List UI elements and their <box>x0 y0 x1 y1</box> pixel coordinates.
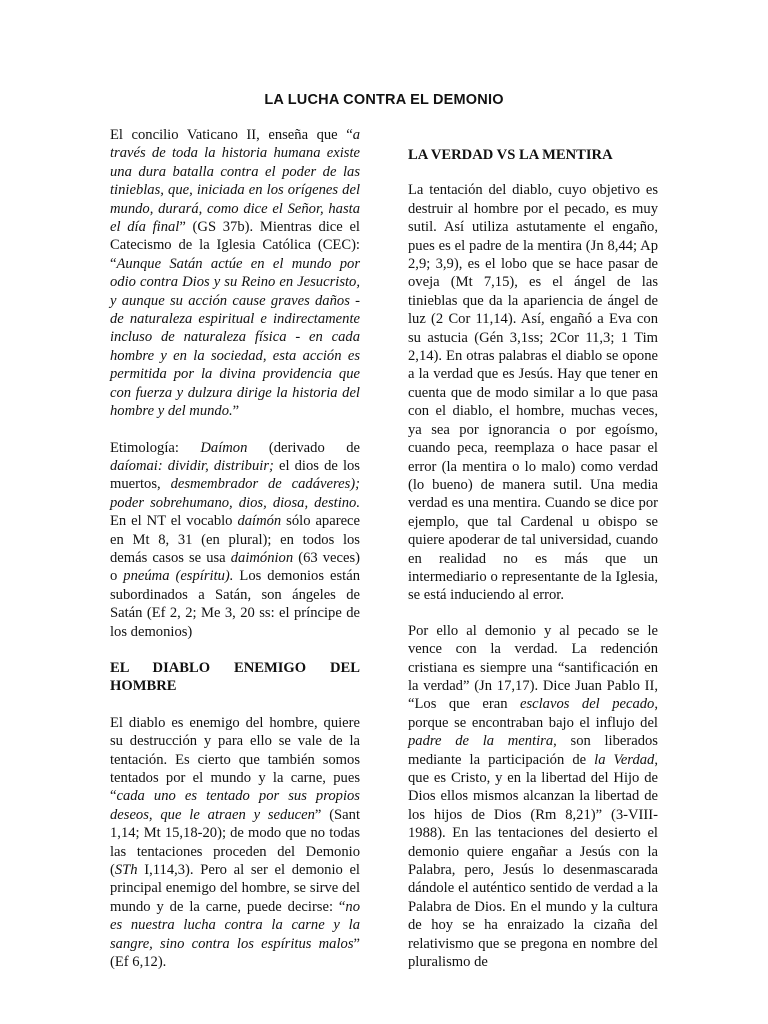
text-span: El concilio Vaticano II, enseña que “ <box>110 127 353 143</box>
right-column <box>408 146 658 988</box>
heading-diablo-enemigo: EL DIABLO ENEMIGO DEL HOMBRE <box>110 659 360 695</box>
paragraph-tentacion: La tentación del diablo, cuyo objetivo es destruir al hombre por el pecado, es muy sutil. Así utiliza astutamente el engaño, pues es el padre de la mentira (Jn 8,44; Ap 2,9; 3,9), es el lobo que se hace pasar de oveja (Mt 7,15), es el ángel de las tinieblas que da la apariencia de ángel de luz (2 Cor 11,14). Así, engañó a Eva con su astucia (Gén 3,1ss; 2Cor 11,3; 1 Tim 2,14). En otras palabras el diablo se opone a la verdad que es Jesús. Hay que tener en cuenta que de modo similar a lo que pasa con el diablo, el hombre, muchas veces, ya sea por ignorancia o por egoísmo, cuando peca, reemplaza o hace pasar el error (la mentira o lo malo) como verdad (lo bueno) de manera sutil. Una media verdad es una mentira. Cuando se dice por ejemplo, que tal Cardenal u obispo se quiere apoderar de tal universidad, cuando en realidad no es más que un intermediario o representante de la Iglesia, se está induciendo al error. <box>408 182 658 604</box>
text-span: Los demonios están subordinados a Satán, son ángeles de Satán (Ef 2, 2; Me 3, 20 ss: el príncipe de los demonios) <box>110 568 360 640</box>
document-title: LA LUCHA CONTRA EL DEMONIO <box>264 92 504 108</box>
term-esclavos: esclavos del pecado <box>519 696 655 713</box>
paragraph-etimologia <box>110 439 360 641</box>
text-span: ” (GS 37b). Mientras dice el Catecismo de la Iglesia Católica (CEC): “ <box>110 219 360 272</box>
term-la-verdad: la Verdad <box>594 751 655 768</box>
text-span: sólo aparece en Mt 8, 31 (en plural); en todos los demás casos se usa <box>110 513 360 566</box>
term-padre-mentira: padre de la mentira <box>408 733 554 750</box>
term-sth: STh <box>114 862 138 879</box>
paragraph-diablo-enemigo <box>110 714 360 972</box>
quote-santiago: cada uno es tentado por sus propios deseos, que le atraen y seducen <box>110 788 360 823</box>
term-daimon: Daímon <box>200 439 248 456</box>
left-column <box>110 126 360 989</box>
text-span: Etimología: <box>110 439 201 456</box>
text-span: , son liberados mediante la participación de <box>408 733 658 768</box>
term-definition: desmembrador de cadáveres); poder sobrehumano, dios, diosa, destino. <box>110 476 360 511</box>
term-pneuma: pneúma (espíritu). <box>123 568 234 585</box>
paragraph-redencion <box>408 622 658 972</box>
text-span: ” (Sant 1,14; Mt 15,18-20); de modo que no todas las tentaciones proceden del Demonio ( <box>110 806 361 879</box>
text-span: Por ello al demonio y al pecado se le vence con la verdad. La redención cristiana es siempre una “santificación en la verdad” (Jn 17,17). Dice Juan Pablo II, “Los que eran <box>408 622 658 713</box>
text-span: , porque se encontraban bajo el influjo del <box>408 696 658 731</box>
text-span: El diablo es enemigo del hombre, quiere su destrucción y para ello se vale de la tentación. Es cierto que también somos tentados por el mundo y la carne, pues “ <box>110 714 360 805</box>
term-daiomai: daíomai: dividir, distribuir; <box>110 457 274 474</box>
text-span: , que es Cristo, y en la libertad del Hijo de Dios ellos mismos alcanzan la libertad de los hijos de Dios (Rm 8,21)” (3-VIII-1988). En las tentaciones del desierto el demonio quiere engañar a Jesús con la Palabra, pero, Jesús lo desenmascarada dándole el auténtico sentido de verdad a la Palabra de Dios. En el mundo y la cultura de hoy se ha enraizado la cizaña del relativismo que se pregona en nombre del pluralismo de <box>408 751 658 971</box>
text-span: (derivado de <box>247 439 360 456</box>
term-daimon-nt: daímón <box>237 513 282 530</box>
text-span: ” <box>232 403 240 420</box>
term-daimonion: daimónion <box>230 549 294 566</box>
paragraph-vaticano <box>110 126 360 421</box>
quote-gs: a través de toda la historia humana existe una dura batalla contra el poder de las tinieblas, que, iniciada en los orígenes del mundo, durará, como dice el Señor, hasta el día final <box>110 127 360 236</box>
heading-verdad-mentira: LA VERDAD VS LA MENTIRA <box>408 147 613 163</box>
text-span: (63 veces) o <box>110 549 360 585</box>
text-span: ” (Ef 6,12). <box>110 935 360 971</box>
text-span: I,114,3). Pero al ser el demonio el principal enemigo del hombre, se sirve del mundo y de la carne, puede decirse: “ <box>110 862 360 915</box>
quote-cec: Aunque Satán actúe en el mundo por odio contra Dios y su Reino en Jesucristo, y aunque su acción cause graves daños -de naturaleza espiritual e indirectamente incluso de naturaleza física - en cada hombre y en la sociedad, esta acción es permitida por la divina providencia que con fuerza y dulzura dirige la historia del hombre y del mundo. <box>110 255 360 420</box>
text-span: En el NT el vocablo <box>110 513 238 530</box>
quote-efesios: no es nuestra lucha contra la carne y la sangre, sino contra los espíritus malos <box>110 898 360 952</box>
text-span: el dios de los muertos, <box>110 457 360 493</box>
